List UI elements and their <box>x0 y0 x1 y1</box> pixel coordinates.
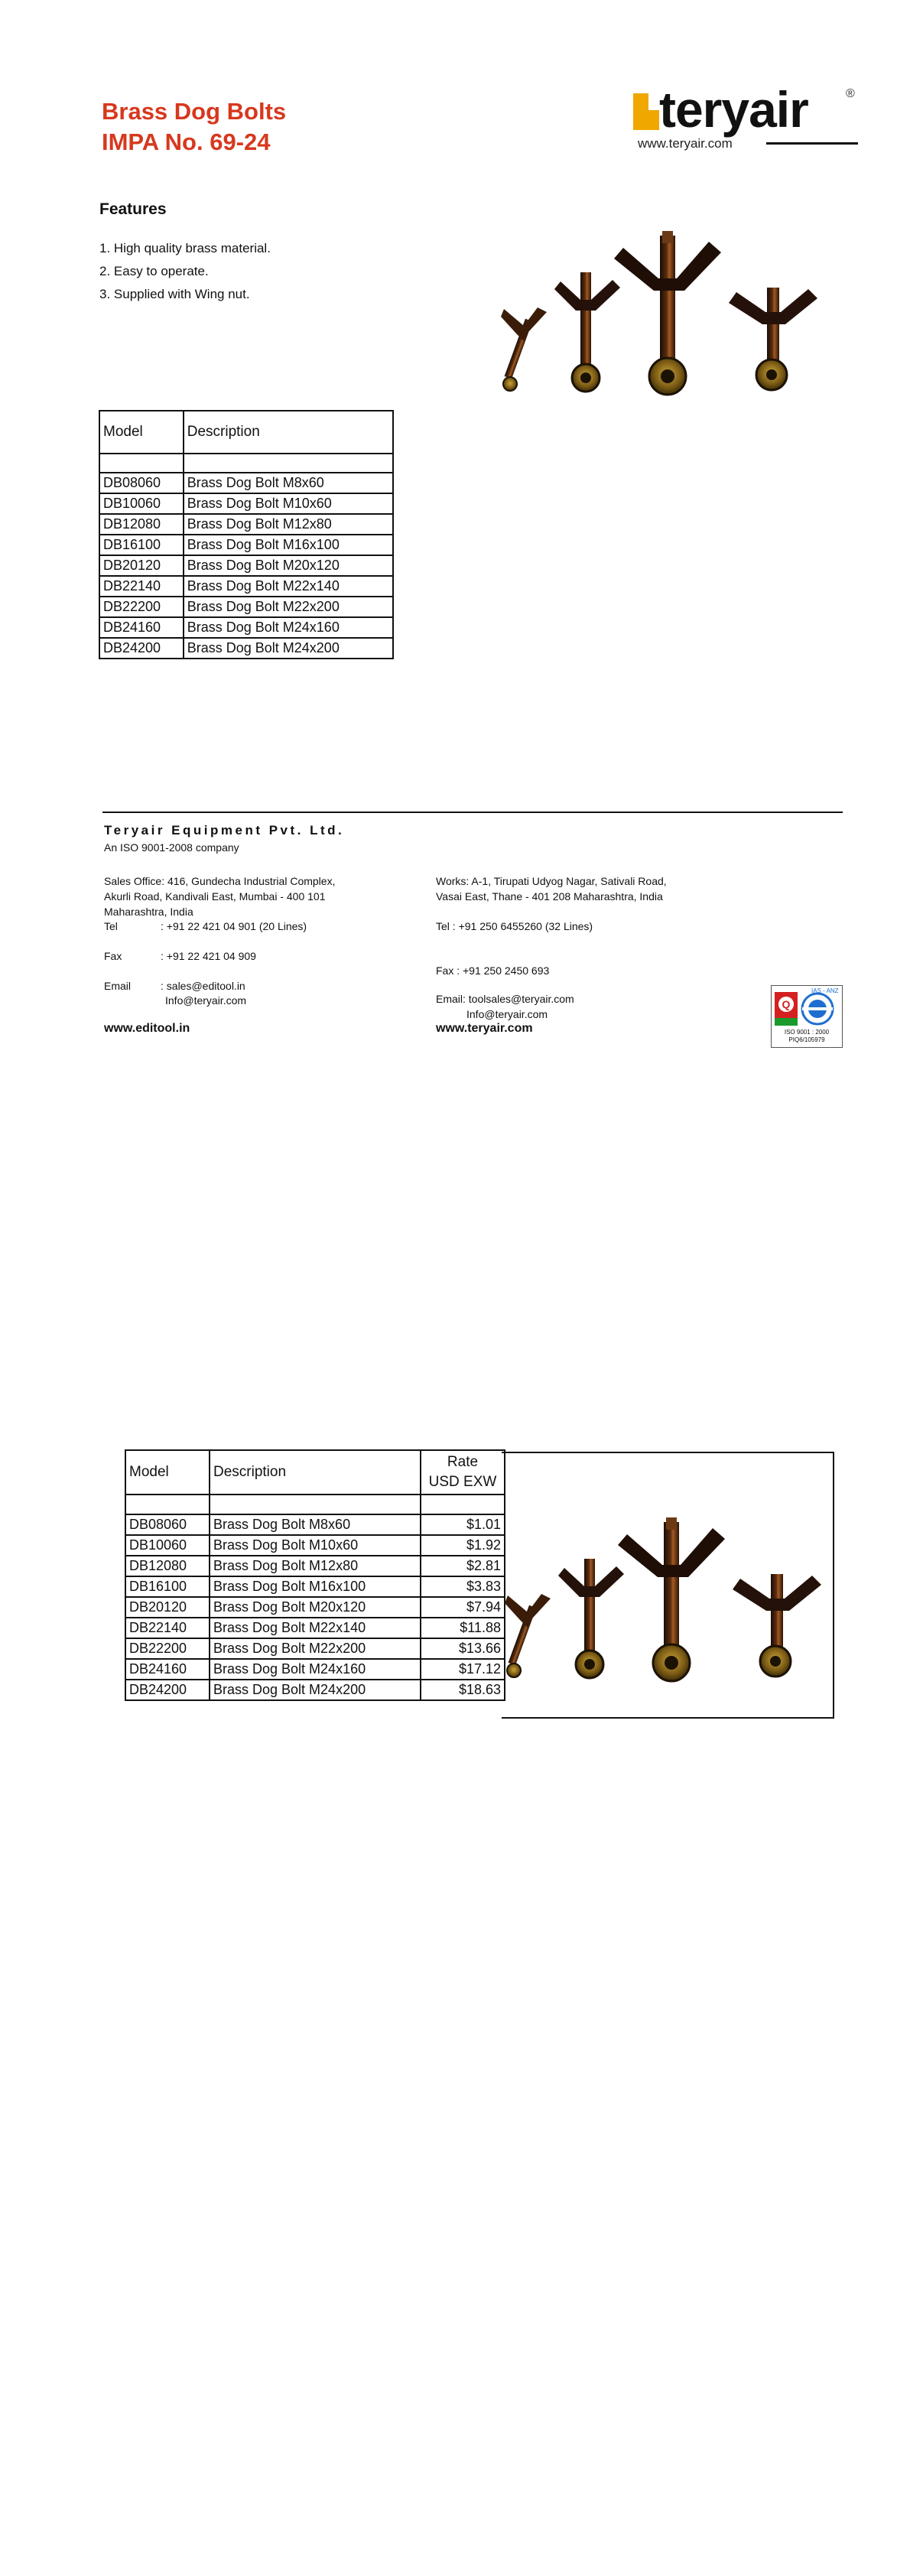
footer-divider <box>102 812 843 813</box>
table-row <box>99 535 393 555</box>
table-row <box>99 576 393 597</box>
cell-model: DB22140 <box>99 576 184 597</box>
cell-model: DB20120 <box>99 555 184 576</box>
cell-rate: $2.81 <box>421 1556 505 1576</box>
table-row <box>125 1514 505 1535</box>
bolt-large <box>614 231 721 395</box>
table-row <box>125 1659 505 1680</box>
header-description: Description <box>184 411 393 454</box>
cell-model: DB22140 <box>125 1618 210 1638</box>
header-rate-label: Rate <box>447 1454 479 1470</box>
cell-model: DB24160 <box>125 1659 210 1680</box>
bolt-right <box>733 1574 821 1677</box>
brass-dog-bolts-photo <box>501 226 822 398</box>
sales-fax: : +91 22 421 04 909 <box>161 950 256 962</box>
cell-model: DB08060 <box>125 1514 210 1535</box>
page-title <box>102 96 286 158</box>
features-list <box>99 237 271 306</box>
teryair-website-link[interactable]: www.teryair.com <box>436 1022 533 1035</box>
address-line: Maharashtra, India <box>104 906 193 918</box>
bolt-medium <box>554 272 620 392</box>
cell-model: DB12080 <box>99 514 184 535</box>
cell-description: Brass Dog Bolt M8x60 <box>184 473 393 493</box>
bolt-right <box>729 288 817 390</box>
iso-statement: An ISO 9001-2008 company <box>104 841 239 854</box>
cell-description: Brass Dog Bolt M20x120 <box>210 1597 421 1618</box>
cell-model: DB16100 <box>125 1576 210 1597</box>
price-table-image-frame <box>502 1452 834 1719</box>
address-line: Sales Office: 416, Gundecha Industrial Complex, <box>104 875 336 887</box>
cell-description: Brass Dog Bolt M22x200 <box>184 597 393 617</box>
table-row <box>99 493 393 514</box>
cell-model: DB08060 <box>99 473 184 493</box>
table-row <box>125 1597 505 1618</box>
cell-model: DB16100 <box>99 535 184 555</box>
cell-rate: $7.94 <box>421 1597 505 1618</box>
logo-mark-notch <box>648 93 659 110</box>
cell-rate: $13.66 <box>421 1638 505 1659</box>
address-line: Works: A-1, Tirupati Udyog Nagar, Sativali Road, <box>436 875 667 887</box>
cell-rate: $17.12 <box>421 1659 505 1680</box>
cell-model: DB22200 <box>99 597 184 617</box>
header-model: Model <box>99 411 184 454</box>
works-email[interactable]: Email: toolsales@teryair.com <box>436 993 574 1005</box>
cell-description: Brass Dog Bolt M24x200 <box>184 638 393 659</box>
works-fax: Fax : +91 250 2450 693 <box>436 964 550 977</box>
cell-description: Brass Dog Bolt M10x60 <box>210 1535 421 1556</box>
cell-model: DB10060 <box>99 493 184 514</box>
works-tel: Tel : +91 250 6455260 (32 Lines) <box>436 920 593 932</box>
cell-description: Brass Dog Bolt M8x60 <box>210 1514 421 1535</box>
cell-description: Brass Dog Bolt M22x140 <box>210 1618 421 1638</box>
cell-model: DB24160 <box>99 617 184 638</box>
cell-model: DB12080 <box>125 1556 210 1576</box>
table-row <box>99 597 393 617</box>
table-blank-row <box>99 454 393 473</box>
header-rate <box>421 1450 505 1495</box>
cell-model: DB24200 <box>99 638 184 659</box>
feature-item: 2. Easy to operate. <box>99 264 209 278</box>
feature-item: 1. High quality brass material. <box>99 241 271 255</box>
table-row <box>99 638 393 659</box>
cert-number: PIQ6/105979 <box>788 1036 825 1043</box>
cell-description: Brass Dog Bolt M16x100 <box>184 535 393 555</box>
cell-description: Brass Dog Bolt M24x200 <box>210 1680 421 1700</box>
table-row <box>99 555 393 576</box>
sales-tel-label: Tel <box>104 920 118 932</box>
table-row <box>125 1618 505 1638</box>
table-row <box>125 1556 505 1576</box>
table-row <box>125 1576 505 1597</box>
info-email[interactable]: Info@teryair.com <box>165 994 247 1007</box>
cell-description: Brass Dog Bolt M24x160 <box>184 617 393 638</box>
logo-underline <box>766 142 858 145</box>
address-line: Akurli Road, Kandivali East, Mumbai - 400 101 <box>104 890 326 903</box>
feature-item: 3. Supplied with Wing nut. <box>99 287 250 301</box>
iso-certification-badge <box>771 985 843 1048</box>
cert-accreditation: IAS - ANZ <box>811 987 839 994</box>
cell-description: Brass Dog Bolt M20x120 <box>184 555 393 576</box>
cert-standard: ISO 9001 : 2000 <box>784 1029 830 1036</box>
address-line: Vasai East, Thane - 401 208 Maharashtra, India <box>436 890 663 903</box>
cell-description: Brass Dog Bolt M16x100 <box>210 1576 421 1597</box>
cell-description: Brass Dog Bolt M22x140 <box>184 576 393 597</box>
logo-url: www.teryair.com <box>638 136 733 151</box>
table-row <box>99 473 393 493</box>
editool-website-link[interactable]: www.editool.in <box>104 1022 190 1035</box>
cell-model: DB20120 <box>125 1597 210 1618</box>
table-header-row <box>125 1450 505 1495</box>
cell-rate: $1.01 <box>421 1514 505 1535</box>
logo-registered-mark: ® <box>846 87 855 100</box>
cell-rate: $18.63 <box>421 1680 505 1700</box>
logo-wordmark: teryair <box>659 81 808 138</box>
cell-rate: $1.92 <box>421 1535 505 1556</box>
table-row <box>125 1535 505 1556</box>
works-info-email[interactable]: Info@teryair.com <box>466 1008 548 1020</box>
cell-model: DB22200 <box>125 1638 210 1659</box>
cell-rate: $11.88 <box>421 1618 505 1638</box>
bolt-medium <box>558 1559 624 1678</box>
sales-email[interactable]: : sales@editool.in <box>161 980 245 992</box>
cell-model: DB10060 <box>125 1535 210 1556</box>
bolt-small <box>505 1594 551 1677</box>
sales-office-address <box>104 873 335 919</box>
table-row <box>99 514 393 535</box>
model-table <box>99 410 394 659</box>
table-row <box>99 617 393 638</box>
cell-description: Brass Dog Bolt M12x80 <box>210 1556 421 1576</box>
cell-description: Brass Dog Bolt M24x160 <box>210 1659 421 1680</box>
header-description: Description <box>210 1450 421 1495</box>
cell-rate: $3.83 <box>421 1576 505 1597</box>
brass-dog-bolts-photo-2 <box>505 1513 826 1685</box>
company-name: Teryair Equipment Pvt. Ltd. <box>104 823 345 838</box>
features-heading: Features <box>99 200 167 218</box>
table-header-row <box>99 411 393 454</box>
bolt-large <box>618 1517 725 1681</box>
works-address <box>436 873 667 904</box>
header-model: Model <box>125 1450 210 1495</box>
cert-text <box>772 1029 842 1044</box>
sales-email-label: Email <box>104 980 132 992</box>
price-table <box>125 1449 505 1701</box>
title-product-name: Brass Dog Bolts <box>102 98 287 125</box>
cell-model: DB24200 <box>125 1680 210 1700</box>
sales-tel: : +91 22 421 04 901 (20 Lines) <box>161 920 307 932</box>
table-blank-row <box>125 1495 505 1514</box>
table-row <box>125 1680 505 1700</box>
cell-description: Brass Dog Bolt M22x200 <box>210 1638 421 1659</box>
teryair-logo <box>633 81 860 161</box>
cell-description: Brass Dog Bolt M10x60 <box>184 493 393 514</box>
cell-description: Brass Dog Bolt M12x80 <box>184 514 393 535</box>
title-impa-number: IMPA No. 69-24 <box>102 128 271 155</box>
sales-fax-label: Fax <box>104 950 122 962</box>
bolt-small <box>501 307 547 391</box>
table-row <box>125 1638 505 1659</box>
header-rate-unit: USD EXW <box>428 1474 497 1490</box>
svg-text:Q: Q <box>782 998 791 1010</box>
